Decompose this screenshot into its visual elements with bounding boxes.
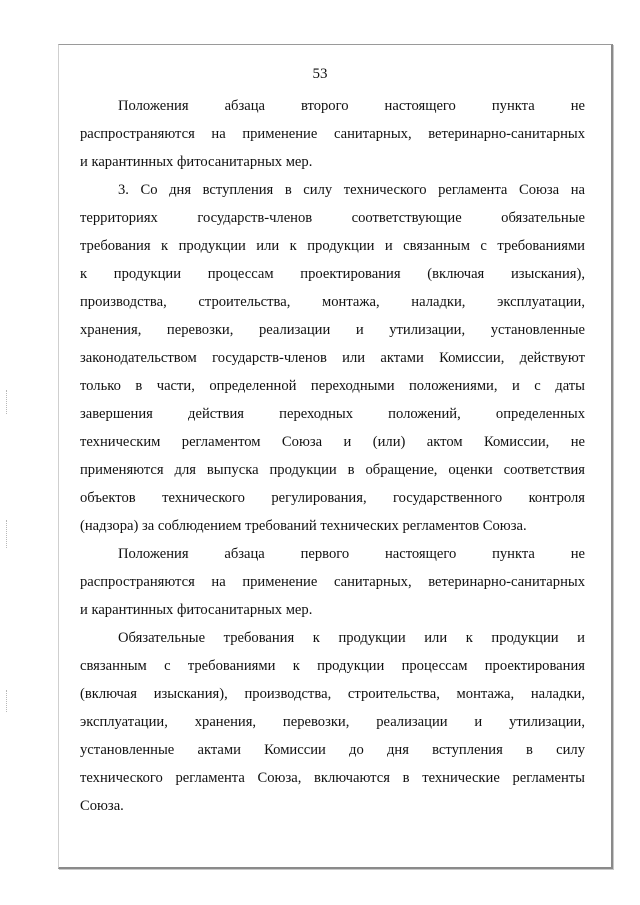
text-line: Положения абзаца первого настоящего пункта не	[118, 546, 585, 562]
text-line: завершения действия переходных положений, определенных	[80, 406, 585, 422]
text-line: эксплуатации, хранения, перевозки, реализации и утилизации,	[80, 714, 585, 730]
text-line: Положения абзаца второго настоящего пункта не	[118, 98, 585, 114]
paragraph-2	[80, 176, 585, 540]
scan-margin-mark	[6, 390, 7, 414]
text-line: законодательством государств-членов или актами Комиссии, действуют	[80, 350, 585, 366]
scan-margin-mark	[6, 690, 7, 712]
text-line: Союза.	[80, 798, 124, 814]
page-number: 53	[312, 66, 328, 82]
text-line: технического регламента Союза, включаются в технические регламенты	[80, 770, 585, 786]
text-line: требования к продукции или к продукции и связанным с требованиями	[80, 238, 585, 254]
text-line: производства, строительства, монтажа, наладки, эксплуатации,	[80, 294, 585, 310]
text-line: распространяются на применение санитарных, ветеринарно-санитарных	[80, 574, 585, 590]
paragraph-4	[80, 624, 585, 820]
text-line: 3. Со дня вступления в силу технического регламента Союза на	[118, 182, 585, 198]
text-line: и карантинных фитосанитарных мер.	[80, 154, 313, 170]
scan-margin-mark	[6, 520, 7, 548]
text-line: связанным с требованиями к продукции процессам проектирования	[80, 658, 585, 674]
text-line: установленные актами Комиссии до дня вступления в силу	[80, 742, 585, 758]
text-line: к продукции процессам проектирования (включая изыскания),	[80, 266, 585, 282]
document-body	[80, 92, 585, 820]
text-line: хранения, перевозки, реализации и утилизации, установленные	[80, 322, 585, 338]
text-line: распространяются на применение санитарных, ветеринарно-санитарных	[80, 126, 585, 142]
text-line: техническим регламентом Союза и (или) актом Комиссии, не	[80, 434, 585, 450]
paragraph-3	[80, 540, 585, 624]
text-line: (надзора) за соблюдением требований технических регламентов Союза.	[80, 518, 527, 534]
text-line: Обязательные требования к продукции или к продукции и	[118, 630, 585, 646]
text-line: объектов технического регулирования, государственного контроля	[80, 490, 585, 506]
paragraph-1	[80, 92, 585, 176]
text-line: только в части, определенной переходными положениями, и с даты	[80, 378, 585, 394]
text-line: (включая изыскания), производства, строительства, монтажа, наладки,	[80, 686, 585, 702]
text-line: применяются для выпуска продукции в обращение, оценки соответствия	[80, 462, 585, 478]
text-line: и карантинных фитосанитарных мер.	[80, 602, 313, 618]
text-line: территориях государств-членов соответствующие обязательные	[80, 210, 585, 226]
